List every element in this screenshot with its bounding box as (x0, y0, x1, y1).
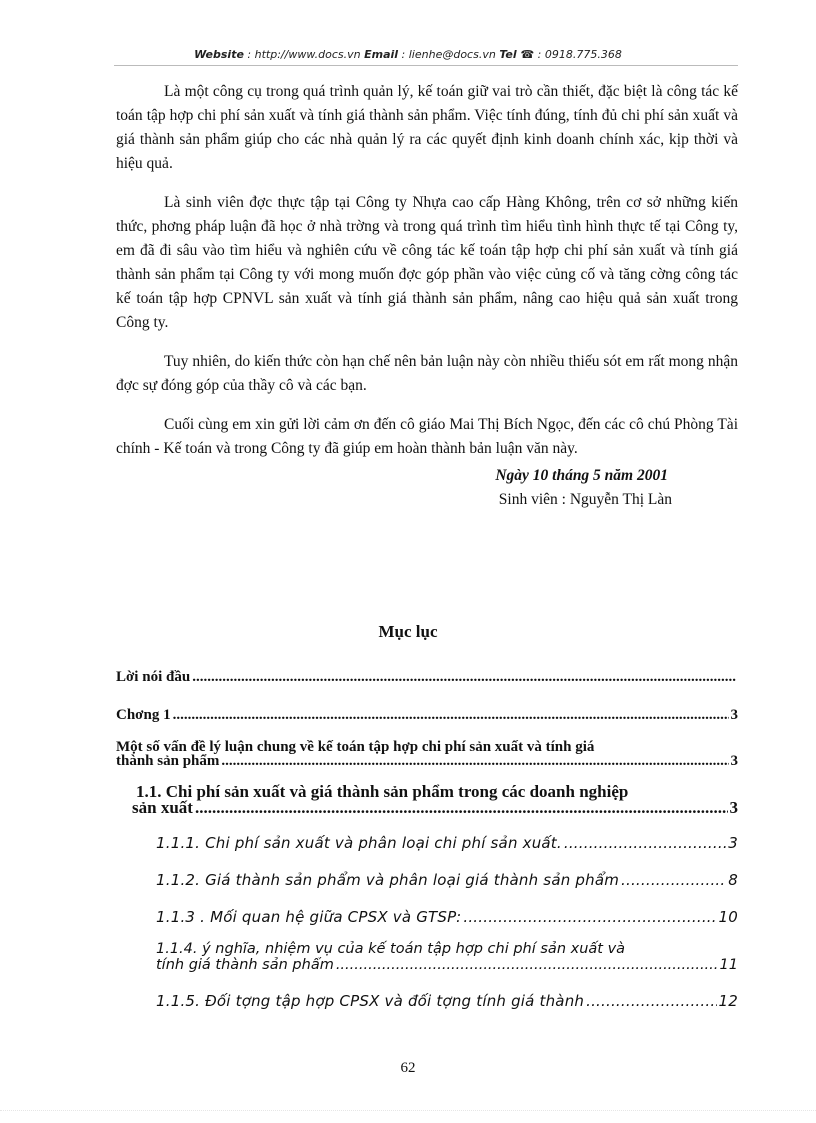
toc-entry-1-1[interactable] (132, 782, 738, 816)
table-of-contents (116, 664, 738, 1025)
page-number: 62 (400, 1060, 416, 1076)
toc-entry-1-1-5[interactable] (156, 988, 738, 1010)
toc-entry-1-1-3[interactable] (156, 904, 738, 926)
toc-page-number: 10 (718, 908, 738, 926)
toc-leader-dots (586, 992, 716, 1010)
signature-block (116, 464, 738, 512)
toc-entry-mot-so-van-de[interactable] (116, 740, 738, 768)
paragraph-2: Là sinh viên đợc thực tập tại Công ty Nhựa cao cấp Hàng Không, trên cơ sở những kiến thức, phơng pháp luận đã học ở nhà trờng và trong quá trình tìm hiểu tình hình thực tế tại Công ty, em đã đi sâu vào tìm hiểu và nghiên cứu về công tác kế toán tập hợp chi phí sản xuất và tính giá thành sản phẩm tại Công ty với mong muốn đợc góp phần vào việc củng cố và tăng cờng công tác kế toán tập hợp CPNVL sản xuất và tính giá thành sản phẩm, nâng cao hiệu quả sản xuất trong Công ty. (116, 194, 738, 331)
toc-page-number: 3 (730, 754, 738, 768)
toc-entry-label-line2: tính giá thành sản phẩm (156, 957, 334, 973)
toc-leader-dots (564, 834, 726, 852)
toc-page-number: 3 (728, 834, 738, 852)
toc-entry-label: Chơng 1 (116, 707, 171, 723)
paragraph-1: Là một công cụ trong quá trình quản lý, kế toán giữ vai trò cần thiết, đặc biệt là công tác kế toán tập hợp chi phí sản xuất và tính giá thành sản phẩm. Việc tính đúng, tính đủ chi phí sản xuất và giá thành sản phẩm giúp cho các nhà quản lý ra các quyết định kinh doanh chính xác, kịp thời và hiệu quả. (116, 83, 738, 172)
body-text (116, 80, 738, 512)
toc-leader-dots (173, 707, 729, 724)
toc-entry-label: 1.1.3 . Mối quan hệ giữa CPSX và GTSP: (156, 908, 462, 926)
email-label: Email (364, 48, 399, 61)
toc-entry-label: 1.1.2. Giá thành sản phẩm và phân loại giá thành sản phẩm (156, 871, 620, 889)
toc-entry-label: 1.1.5. Đối tợng tập hợp CPSX và đối tợng tính giá thành (156, 992, 585, 1010)
toc-entry-label-line2: sản xuất (132, 800, 193, 816)
toc-page-number: 8 (728, 871, 738, 889)
tel-label: Tel ☎ (499, 48, 535, 61)
toc-page-number: 11 (719, 957, 738, 973)
toc-leader-dots (195, 800, 728, 816)
signature-date: Ngày 10 tháng 5 năm 2001 (495, 467, 668, 484)
signature-student: Sinh viên : Nguyễn Thị Làn (498, 491, 672, 508)
toc-entry-label-line1: Một số vấn đề lý luận chung về kế toán tập hợp chi phí sản xuất và tính giá (116, 739, 595, 755)
toc-entry-label: Lời nói đầu (116, 669, 191, 685)
email-value[interactable]: : lienhe@docs.vn (398, 48, 500, 61)
toc-entry-label-line1: 1.1. Chi phí sản xuất và giá thành sản phẩm trong các doanh nghiệp (136, 782, 629, 801)
website-label: Website (194, 48, 244, 61)
toc-entry-1-1-2[interactable] (156, 867, 738, 889)
toc-entry-chuong-1[interactable] (116, 702, 738, 724)
toc-entry-label-line2: thành sản phẩm (116, 754, 220, 768)
toc-leader-dots (221, 754, 728, 768)
paragraph-3: Tuy nhiên, do kiến thức còn hạn chế nên bản luận này còn nhiều thiếu sót em rất mong nhận đợc sự đóng góp của thầy cô và các bạn. (116, 353, 738, 394)
toc-leader-dots (463, 908, 716, 926)
toc-leader-dots (336, 957, 718, 973)
toc-page-number: 3 (730, 707, 738, 723)
toc-entry-label-line1: 1.1.4. ý nghĩa, nhiệm vụ của kế toán tập hợp chi phí sản xuất và (156, 941, 626, 957)
toc-title: Mục lục (378, 622, 438, 641)
toc-entry-loi-noi-dau[interactable] (116, 664, 738, 686)
page-bottom-edge (0, 1110, 816, 1111)
tel-value: : 0918.775.368 (534, 48, 622, 61)
toc-entry-1-1-4[interactable] (156, 941, 738, 973)
toc-leader-dots (621, 871, 726, 889)
toc-page-number: 3 (729, 800, 738, 816)
page-header (0, 48, 816, 61)
header-divider (114, 65, 738, 66)
toc-leader-dots (192, 669, 736, 686)
toc-entry-label: 1.1.1. Chi phí sản xuất và phân loại chi phí sản xuất. (156, 834, 562, 852)
toc-entry-1-1-1[interactable] (156, 830, 738, 852)
website-value[interactable]: : http://www.docs.vn (243, 48, 365, 61)
paragraph-4: Cuối cùng em xin gửi lời cảm ơn đến cô giáo Mai Thị Bích Ngọc, đến các cô chú Phòng Tài chính - Kế toán và trong Công ty đã giúp em hoàn thành bản luận văn này. (116, 416, 738, 457)
toc-page-number: 12 (718, 992, 738, 1010)
